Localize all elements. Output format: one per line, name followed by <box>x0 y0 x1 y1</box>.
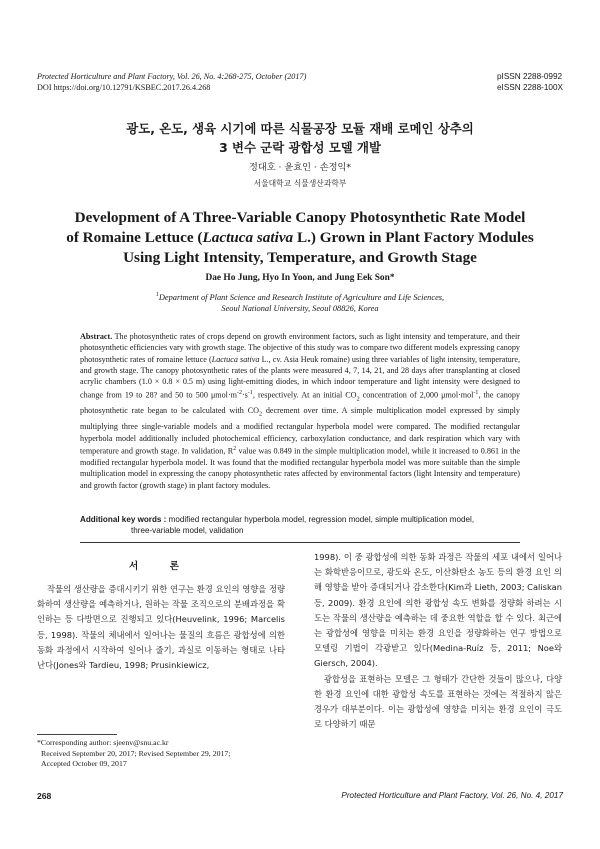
korean-title-line1: 광도, 온도, 생육 시기에 따른 식물공장 모듈 재배 로메인 상추의 <box>126 121 474 136</box>
species-name: Lactuca sativa <box>211 354 260 364</box>
abstract-text: decrement over time. A simple multiplication model expressed by simply multiplying three single-variable models and a modified rectangular hyperbola model were compared. The modified rectangular hyperbola model additionally included photochemical efficiency, carboxylation conductance, and dark respiration which vary with temperature and growth stage. In validation, R <box>80 406 520 456</box>
page-number: 268 <box>37 791 52 801</box>
superscript: -1 <box>247 389 253 396</box>
journal-line: Protected Horticulture and Plant Factory, Vol. 26, No. 4:268-275, October (2017) <box>37 72 307 81</box>
title-text: L.) Grown in Plant Factory Modules <box>293 229 534 246</box>
intro-paragraph: 1998). 이 중 광합성에 의한 동화 과정은 작물의 세포 내에서 일어나는 화학반응이므로, 광도와 온도, 이산화탄소 농도 등의 환경 요인 의해 영향을 받아 증대되거나 감소한다(Kim과 Lieth, 2003; Caliskan 등, 2009). 환경 요인에 의한 광합성 속도 변화를 정량화 하려는 시도는 작물의 생산량을 예측하는 데 중요한 역할을 할 수 있다. 최근에는 광합성에 영향을 미치는 환경 요인을 정량화하는 연구 방법으로 모델링 기법이 각광받고 있다(Medina-Ruíz 등, 2011; Noe와 Giersch, 2004). <box>314 552 562 669</box>
accepted-date: Accepted October 09, 2017 <box>41 759 127 769</box>
affiliation-line2: Seoul National University, Seoul 08826, Korea <box>221 303 379 313</box>
eissn: eISSN 2288-100X <box>497 83 563 92</box>
journal-citation <box>37 71 306 93</box>
abstract-text: The photosynthetic rates of crops depend on growth environment factors, such as light intensity and temperature, and their photosynthetic efficiencies vary with growth stage. The objective of this study was to compare two different models expressing canopy photosynthetic rates of romaine lettuce ( <box>80 332 520 364</box>
intro-paragraph: 작물의 생산량을 증대시키기 위한 연구는 환경 요인의 영향을 정량화하여 생산량을 예측하거나, 원하는 작물 조직으로의 분배과정을 확인하는 등 다방면으로 진행되고 있다(Heuvelink, 1996; Marcelis 등, 1998). 작물의 체내에서 일어나는 물질의 흐름은 광합성에 의한 동화 과정에서 시작하여 일어나 줄기, 과실로 이동하는 형태로 나타난다(Jones와 Tardieu, 1998; Prusinkiewicz, <box>37 584 285 671</box>
footer-journal: Protected Horticulture and Plant Factory, Vol. 26, No. 4, 2017 <box>341 791 563 800</box>
korean-title-line2: 3 변수 군락 광합성 모델 개발 <box>219 140 381 155</box>
footnote <box>37 738 230 770</box>
korean-title <box>0 119 600 157</box>
subscript: 2 <box>258 412 262 419</box>
affiliation-mark: 1 <box>155 292 159 298</box>
english-title-line2 <box>40 228 560 248</box>
korean-authors: 정대호 · 윤효인 · 손정익* <box>249 162 351 173</box>
title-text: of Romaine Lettuce ( <box>66 229 203 246</box>
superscript: -2 <box>236 389 242 396</box>
abstract-text: concentration of 2,000 μmol·mol <box>359 390 474 400</box>
keywords-line1: modified rectangular hyperbola model, regression model, simple multiplication model, <box>166 515 475 524</box>
doi-line[interactable]: DOI https://doi.org/10.12791/KSBEC.2017.26.4.268 <box>37 83 211 92</box>
abstract-text: ·s <box>241 390 248 400</box>
abstract <box>80 331 520 491</box>
superscript: 2 <box>233 446 237 453</box>
english-title-line1: Development of A Three-Variable Canopy Photosynthetic Rate Model <box>74 209 526 226</box>
subscript: 2 <box>356 396 360 403</box>
left-column <box>37 582 285 673</box>
issn-block <box>497 71 563 93</box>
right-column <box>314 550 562 732</box>
english-title-line3: Using Light Intensity, Temperature, and Growth Stage <box>123 249 477 266</box>
species-name: Lactuca sativa <box>202 229 294 246</box>
keywords-label: Additional key words : <box>80 515 167 524</box>
pissn: pISSN 2288-0992 <box>497 72 563 81</box>
english-affiliation <box>0 290 600 314</box>
keywords-divider <box>80 542 520 543</box>
abstract-label: Abstract. <box>80 332 113 341</box>
corresponding-author[interactable]: *Corresponding author: sjeenv@snu.ac.kr <box>37 738 169 747</box>
intro-paragraph: 광합성을 표현하는 모델은 그 형태가 간단한 것들이 많으나, 다양한 환경 요인에 대한 광합성 속도를 표현하는 것에는 적절하지 않은 경우가 대부분이다. 이는 광합성에 영향을 미치는 환경 요인이 극도로 다양하기 때문 <box>314 673 562 730</box>
keywords <box>80 514 520 536</box>
abstract-text: , respectively. At an initial CO <box>252 390 357 400</box>
english-title <box>40 208 560 268</box>
keywords-line2: three-variable model, validation <box>131 526 244 535</box>
introduction-heading: 서 론 <box>129 561 193 572</box>
footnote-divider <box>37 734 117 735</box>
abstract-text: , the canopy photosynthetic rate began to be calculated with CO <box>80 390 520 416</box>
superscript: -1 <box>473 389 479 396</box>
korean-affiliation: 서울대학교 식물생산과학부 <box>253 179 347 188</box>
abstract-text: value was 0.849 in the simple multiplication model, while it increased to 0.861 in the modified rectangular hyperbola model. It was found that the modified rectangular hyperbola model was more suitable than the simple multiplication model in expressing the canopy photosynthetic rates affected by environmental factors (light Intensity and temperature) and growth factor (growth stage) in plant factory modules. <box>80 446 521 490</box>
affiliation-line1: Department of Plant Science and Research Institute of Agriculture and Life Sciences, <box>158 292 445 302</box>
english-authors: Dae Ho Jung, Hyo In Yoon, and Jung Eek Son* <box>205 273 395 283</box>
abstract-text: L., cv. Asia Heuk romaine) using three variables of light intensity, temperature, and growth stage. The canopy photosynthetic rates of the plants were measured 4, 7, 14, 21, and 28 days after transplanting at closed acrylic chambers (1.0 × 0.8 × 0.5 m) using light-emitting diodes, in which indoor temperature and light intensity were designed to change from 19 to 28? and 50 to 500 μmol·m <box>80 354 521 400</box>
received-dates: Received September 20, 2017; Revised September 29, 2017; <box>41 748 231 758</box>
